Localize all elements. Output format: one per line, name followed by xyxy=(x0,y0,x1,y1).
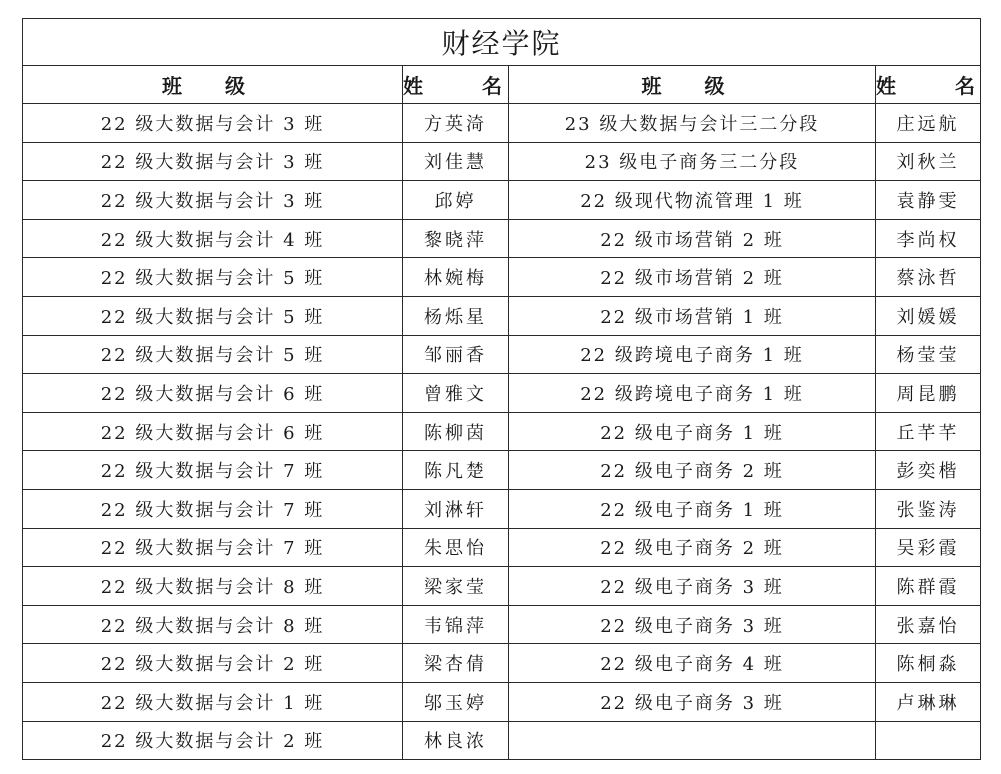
name-cell-right: 陈群霞 xyxy=(876,567,981,606)
name-cell-right: 蔡泳哲 xyxy=(876,258,981,297)
class-cell-right xyxy=(509,721,876,760)
class-cell-left: 22 级大数据与会计 1 班 xyxy=(23,682,403,721)
name-cell-left: 邱婷 xyxy=(403,181,509,220)
name-cell-right: 彭奕楷 xyxy=(876,451,981,490)
name-cell-right: 卢琳琳 xyxy=(876,682,981,721)
name-cell-right: 张鉴涛 xyxy=(876,489,981,528)
name-cell-right: 杨莹莹 xyxy=(876,335,981,374)
table-row xyxy=(23,296,981,335)
name-cell-left: 陈凡楚 xyxy=(403,451,509,490)
table-row xyxy=(23,605,981,644)
name-cell-left: 林婉梅 xyxy=(403,258,509,297)
class-cell-left: 22 级大数据与会计 3 班 xyxy=(23,181,403,220)
name-cell-right: 庄远航 xyxy=(876,104,981,143)
name-cell-right: 刘秋兰 xyxy=(876,142,981,181)
header-class-left: 班 级 xyxy=(23,66,403,104)
class-cell-left: 22 级大数据与会计 2 班 xyxy=(23,644,403,683)
class-cell-left: 22 级大数据与会计 4 班 xyxy=(23,219,403,258)
name-cell-right xyxy=(876,721,981,760)
class-cell-right: 22 级跨境电子商务 1 班 xyxy=(509,335,876,374)
class-cell-right: 22 级电子商务 3 班 xyxy=(509,567,876,606)
name-cell-left: 黎晓萍 xyxy=(403,219,509,258)
name-cell-left: 方英渏 xyxy=(403,104,509,143)
class-cell-left: 22 级大数据与会计 6 班 xyxy=(23,412,403,451)
name-cell-left: 梁杏倩 xyxy=(403,644,509,683)
table-row xyxy=(23,142,981,181)
class-cell-left: 22 级大数据与会计 2 班 xyxy=(23,721,403,760)
class-cell-left: 22 级大数据与会计 6 班 xyxy=(23,374,403,413)
name-cell-right: 刘媛媛 xyxy=(876,296,981,335)
name-cell-right: 吴彩霞 xyxy=(876,528,981,567)
table-row xyxy=(23,374,981,413)
name-cell-right: 丘芊芊 xyxy=(876,412,981,451)
name-cell-left: 梁家莹 xyxy=(403,567,509,606)
table-row xyxy=(23,567,981,606)
name-cell-left: 韦锦萍 xyxy=(403,605,509,644)
class-cell-left: 22 级大数据与会计 8 班 xyxy=(23,567,403,606)
table-row xyxy=(23,258,981,297)
class-cell-right: 22 级电子商务 3 班 xyxy=(509,682,876,721)
class-cell-right: 22 级电子商务 1 班 xyxy=(509,412,876,451)
roster-sheet xyxy=(22,18,1001,760)
name-cell-right: 李尚权 xyxy=(876,219,981,258)
name-cell-right: 袁静雯 xyxy=(876,181,981,220)
class-cell-right: 22 级电子商务 1 班 xyxy=(509,489,876,528)
class-cell-right: 22 级市场营销 1 班 xyxy=(509,296,876,335)
header-row xyxy=(23,66,981,104)
header-name-left: 姓 名 xyxy=(403,66,509,104)
header-name-right: 姓 名 xyxy=(876,66,981,104)
header-class-right: 班 级 xyxy=(509,66,876,104)
class-cell-left: 22 级大数据与会计 7 班 xyxy=(23,489,403,528)
class-cell-right: 22 级电子商务 2 班 xyxy=(509,528,876,567)
name-cell-left: 朱思怡 xyxy=(403,528,509,567)
name-cell-left: 邹丽香 xyxy=(403,335,509,374)
name-cell-left: 刘淋轩 xyxy=(403,489,509,528)
class-cell-left: 22 级大数据与会计 7 班 xyxy=(23,451,403,490)
class-cell-right: 22 级市场营销 2 班 xyxy=(509,219,876,258)
name-cell-left: 杨烁星 xyxy=(403,296,509,335)
class-cell-left: 22 级大数据与会计 5 班 xyxy=(23,296,403,335)
class-cell-right: 22 级电子商务 3 班 xyxy=(509,605,876,644)
name-cell-right: 周昆鹏 xyxy=(876,374,981,413)
table-row xyxy=(23,104,981,143)
name-cell-left: 陈柳茵 xyxy=(403,412,509,451)
table-title: 财经学院 xyxy=(23,19,981,66)
roster-table xyxy=(22,18,1001,760)
table-row xyxy=(23,335,981,374)
table-row xyxy=(23,451,981,490)
name-cell-left: 林良浓 xyxy=(403,721,509,760)
table-row xyxy=(23,721,981,760)
title-row xyxy=(23,19,981,66)
name-cell-right: 张嘉怡 xyxy=(876,605,981,644)
name-cell-left: 曾雅文 xyxy=(403,374,509,413)
class-cell-right: 23 级大数据与会计三二分段 xyxy=(509,104,876,143)
class-cell-left: 22 级大数据与会计 5 班 xyxy=(23,335,403,374)
table-row xyxy=(23,219,981,258)
class-cell-right: 22 级电子商务 2 班 xyxy=(509,451,876,490)
class-cell-right: 22 级电子商务 4 班 xyxy=(509,644,876,683)
table-row xyxy=(23,412,981,451)
class-cell-left: 22 级大数据与会计 3 班 xyxy=(23,104,403,143)
class-cell-right: 22 级跨境电子商务 1 班 xyxy=(509,374,876,413)
roster-body xyxy=(23,104,981,760)
class-cell-left: 22 级大数据与会计 5 班 xyxy=(23,258,403,297)
table-row xyxy=(23,682,981,721)
name-cell-right: 陈桐淼 xyxy=(876,644,981,683)
class-cell-left: 22 级大数据与会计 8 班 xyxy=(23,605,403,644)
class-cell-right: 22 级市场营销 2 班 xyxy=(509,258,876,297)
table-row xyxy=(23,181,981,220)
class-cell-left: 22 级大数据与会计 7 班 xyxy=(23,528,403,567)
name-cell-left: 刘佳慧 xyxy=(403,142,509,181)
class-cell-right: 23 级电子商务三二分段 xyxy=(509,142,876,181)
class-cell-left: 22 级大数据与会计 3 班 xyxy=(23,142,403,181)
table-row xyxy=(23,489,981,528)
name-cell-left: 邬玉婷 xyxy=(403,682,509,721)
table-row xyxy=(23,644,981,683)
class-cell-right: 22 级现代物流管理 1 班 xyxy=(509,181,876,220)
table-row xyxy=(23,528,981,567)
